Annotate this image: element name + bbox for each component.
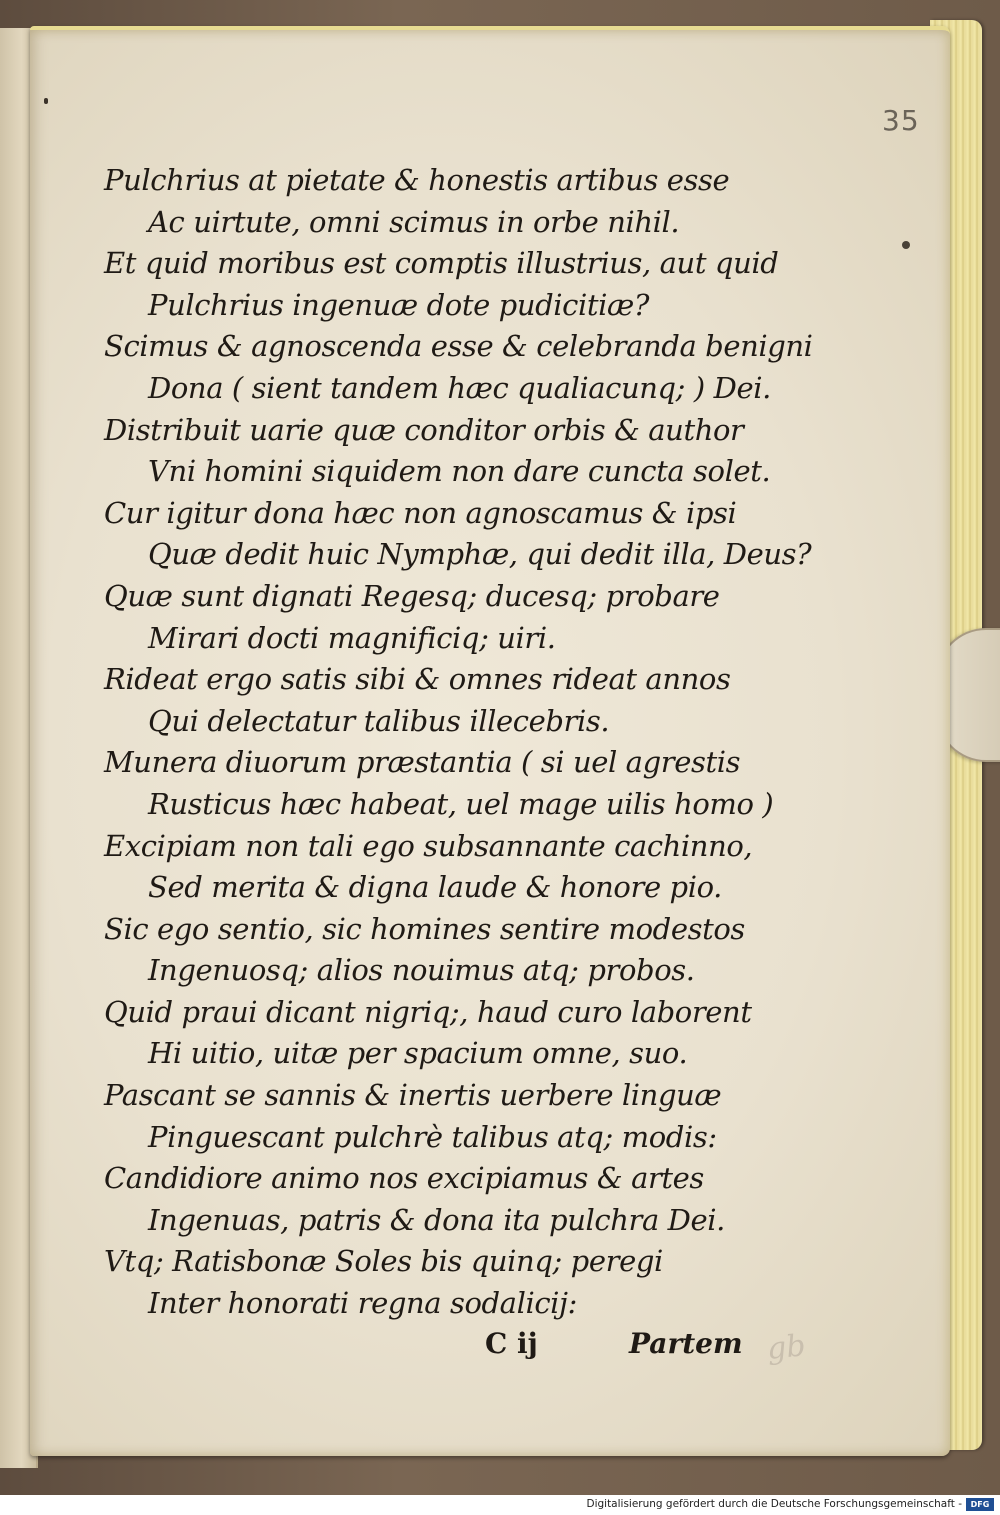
margin-ink-mark bbox=[44, 98, 48, 104]
verse-line: Vtq; Ratisbonæ Soles bis quinq; peregi bbox=[104, 1244, 663, 1279]
funding-credit: Digitalisierung gefördert durch die Deutsche Forschungsgemeinschaft - bbox=[586, 1498, 962, 1510]
page-number: 35 bbox=[882, 104, 920, 137]
verse-line: Pinguescant pulchrè talibus atq; modis: bbox=[148, 1119, 717, 1154]
signature-mark: C ij bbox=[485, 1327, 538, 1360]
verse-line: Rusticus hæc habeat, uel mage uilis homo ) bbox=[148, 786, 774, 821]
verse-line: Rideat ergo satis sibi & omnes rideat annos bbox=[104, 662, 731, 697]
pencil-annotation: gb bbox=[765, 1328, 808, 1367]
verse-line: Pulchrius ingenuæ dote pudicitiæ? bbox=[148, 287, 649, 322]
verse-line: Ingenuas, patris & dona ita pulchra Dei. bbox=[148, 1202, 725, 1237]
verse-line: Quid praui dicant nigriq;, haud curo laborent bbox=[104, 994, 752, 1029]
verse-line: Quæ dedit huic Nymphæ, qui dedit illa, Deus? bbox=[148, 537, 812, 572]
footer-bar bbox=[0, 1495, 1000, 1515]
verse-line: Sic ego sentio, sic homines sentire modestos bbox=[104, 911, 745, 946]
verse-line: Quæ sunt dignati Regesq; ducesq; probare bbox=[104, 578, 720, 613]
poem-text bbox=[104, 160, 813, 1325]
ink-spot bbox=[902, 241, 910, 249]
verse-line: Distribuit uarie quæ conditor orbis & author bbox=[104, 412, 744, 447]
verse-line: Ingenuosq; alios nouimus atq; probos. bbox=[148, 953, 695, 988]
verse-line: Qui delectatur talibus illecebris. bbox=[148, 703, 610, 738]
verse-line: Hi uitio, uitæ per spacium omne, suo. bbox=[148, 1036, 688, 1071]
verse-line: Scimus & agnoscenda esse & celebranda benigni bbox=[104, 329, 813, 364]
verse-line: Excipiam non tali ego subsannante cachinno, bbox=[104, 828, 753, 863]
verse-line: Pulchrius at pietate & honestis artibus esse bbox=[104, 163, 730, 197]
verse-line: Inter honorati regna sodalicij: bbox=[148, 1286, 578, 1321]
verse-line: Vni homini siquidem non dare cuncta solet. bbox=[148, 454, 771, 489]
dfg-logo: DFG bbox=[966, 1498, 994, 1511]
verse-line: Ac uirtute, omni scimus in orbe nihil. bbox=[148, 204, 680, 239]
book-page bbox=[30, 26, 950, 1456]
catchword: Partem bbox=[629, 1327, 743, 1360]
verse-line: Et quid moribus est comptis illustrius, aut quid bbox=[104, 246, 779, 281]
verse-line: Dona ( sient tandem hæc qualiacunq; ) Dei. bbox=[148, 370, 771, 405]
verse-line: Mirari docti magnificiq; uiri. bbox=[148, 620, 556, 655]
verse-line: Sed merita & digna laude & honore pio. bbox=[148, 870, 722, 905]
verse-line: Cur igitur dona hæc non agnoscamus & ipsi bbox=[104, 495, 737, 530]
verse-line: Candidiore animo nos excipiamus & artes bbox=[104, 1161, 704, 1196]
verse-line: Munera diuorum præstantia ( si uel agrestis bbox=[104, 745, 741, 780]
verse-line: Pascant se sannis & inertis uerbere linguæ bbox=[104, 1078, 722, 1113]
